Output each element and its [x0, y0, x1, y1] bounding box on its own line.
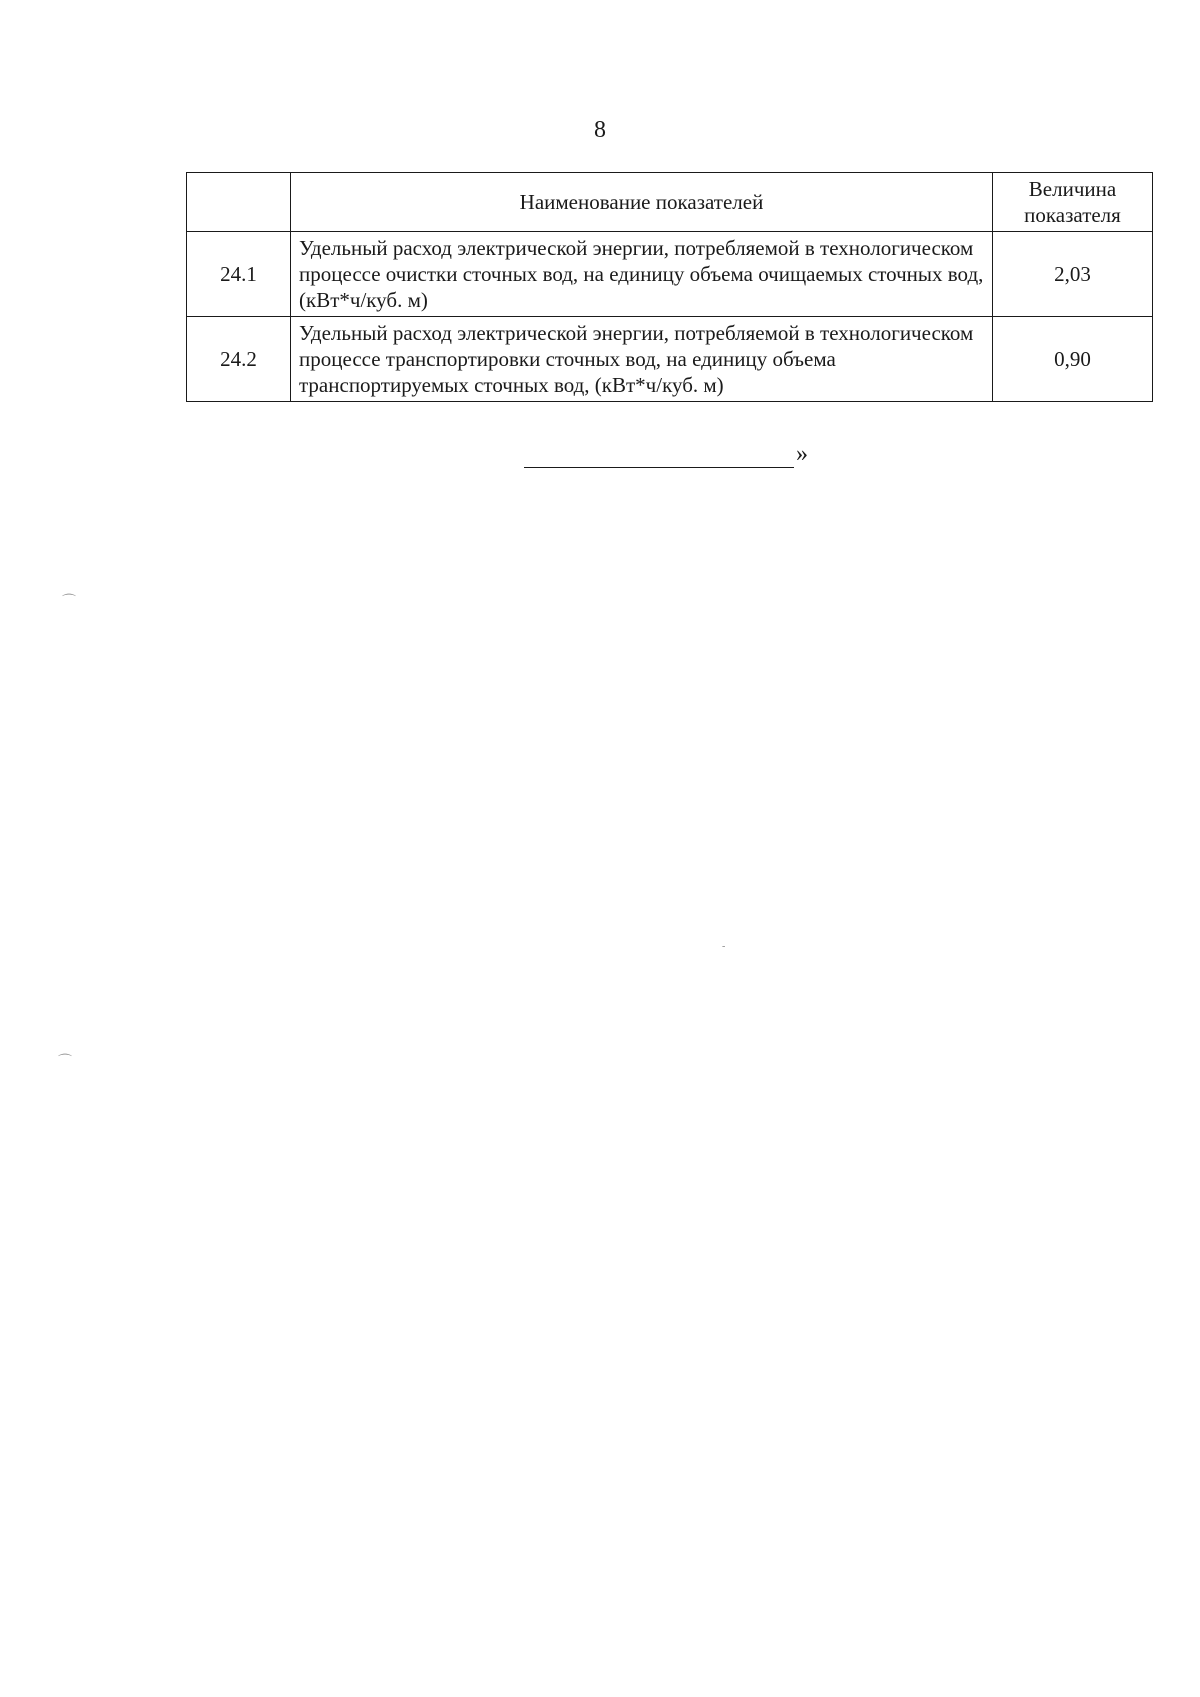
scan-artifact: ⌒ [58, 1055, 72, 1070]
row-value: 2,03 [993, 232, 1153, 317]
table-row [187, 232, 1153, 317]
closing-line [524, 445, 794, 468]
header-number [187, 173, 291, 232]
closing-mark [524, 440, 808, 468]
row-number: 24.2 [187, 317, 291, 402]
row-number: 24.1 [187, 232, 291, 317]
indicators-table [186, 172, 1153, 402]
scan-artifact: - [722, 941, 726, 952]
closing-quote: » [796, 441, 808, 467]
row-name: Удельный расход электрической энергии, потребляемой в технологическом процессе транспортировки сточных вод, на единицу объема транспортируемых сточных вод, (кВт*ч/куб. м) [291, 317, 993, 402]
row-name: Удельный расход электрической энергии, потребляемой в технологическом процессе очистки сточных вод, на единицу объема очищаемых сточных вод, (кВт*ч/куб. м) [291, 232, 993, 317]
header-value: Величина показателя [993, 173, 1153, 232]
row-value: 0,90 [993, 317, 1153, 402]
header-name: Наименование показателей [291, 173, 993, 232]
table-row [187, 317, 1153, 402]
page-number: 8 [594, 117, 606, 143]
scan-artifact: ⌒ [62, 595, 76, 610]
table-header-row [187, 173, 1153, 232]
